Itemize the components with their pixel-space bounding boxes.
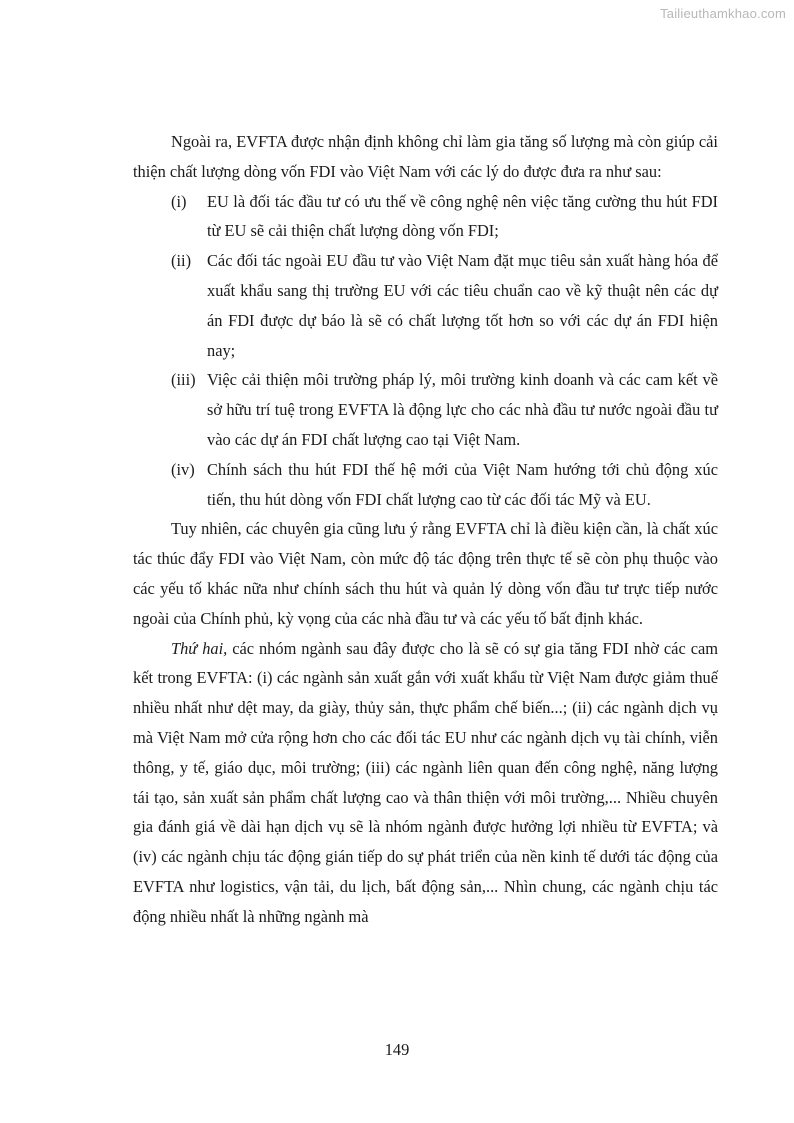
list-item-text: EU là đối tác đầu tư có ưu thế về công nghệ nên việc tăng cường thu hút FDI từ EU sẽ cải thiện chất lượng dòng vốn FDI; xyxy=(207,191,718,241)
list-item-text: Việc cải thiện môi trường pháp lý, môi trường kinh doanh và các cam kết về sở hữu trí tuệ trong EVFTA là động lực cho các nhà đầu tư nước ngoài đầu tư vào các dự án FDI chất lượng cao tại Việt Nam. xyxy=(207,370,718,449)
list-marker: (i) xyxy=(171,191,187,211)
list-item xyxy=(133,365,718,454)
list-item xyxy=(133,455,718,515)
paragraph-lead-italic: Thứ hai, xyxy=(171,638,228,658)
list-marker: (iii) xyxy=(171,370,196,390)
paragraph-caveat: Tuy nhiên, các chuyên gia cũng lưu ý rằng EVFTA chỉ là điều kiện cần, là chất xúc tác thúc đẩy FDI vào Việt Nam, còn mức độ tác động trên thực tế sẽ còn phụ thuộc vào các yếu tố khác nữa như chính sách thu hút và quản lý dòng vốn đầu tư trực tiếp nước ngoài của Chính phủ, kỳ vọng của các nhà đầu tư và các yếu tố bất định khác. xyxy=(133,519,718,628)
list-item xyxy=(133,187,718,247)
reasons-list xyxy=(133,187,718,515)
paragraph-intro: Ngoài ra, EVFTA được nhận định không chỉ làm gia tăng số lượng mà còn giúp cải thiện chất lượng dòng vốn FDI vào Việt Nam với các lý do được đưa ra như sau: xyxy=(133,132,718,181)
list-item-text: Các đối tác ngoài EU đầu tư vào Việt Nam đặt mục tiêu sản xuất hàng hóa để xuất khẩu sang thị trường EU với các tiêu chuẩn cao về kỹ thuật nên các dự án FDI được dự báo là sẽ có chất lượng tốt hơn so với các dự án FDI hiện nay; xyxy=(207,251,718,360)
list-item xyxy=(133,246,718,365)
paragraph-sectors xyxy=(133,634,718,932)
list-marker: (ii) xyxy=(171,251,192,271)
document-body xyxy=(133,127,718,932)
watermark-text: Tailieuthamkhao.com xyxy=(660,6,786,21)
list-item-text: Chính sách thu hút FDI thế hệ mới của Việt Nam hướng tới chủ động xúc tiến, thu hút dòng vốn FDI chất lượng cao từ các đối tác Mỹ và EU. xyxy=(207,459,718,509)
paragraph-sectors-body: các nhóm ngành sau đây được cho là sẽ có sự gia tăng FDI nhờ các cam kết trong EVFTA: (i) các ngành sản xuất gắn với xuất khẩu từ Việt Nam được giảm thuế nhiều nhất như dệt may, da giày, thủy sản, thực phẩm chế biến...; (ii) các ngành dịch vụ mà Việt Nam mở cửa rộng hơn cho các đối tác EU như các ngành dịch vụ tài chính, viễn thông, y tế, giáo dục, môi trường; (iii) các ngành liên quan đến công nghệ, năng lượng tái tạo, sản xuất sản phẩm chất lượng cao và thân thiện với môi trường,... Nhiều chuyên gia đánh giá về dài hạn dịch vụ sẽ là nhóm ngành được hưởng lợi nhiều từ EVFTA; và (iv) các ngành chịu tác động gián tiếp do sự phát triển của nền kinh tế dưới tác động của EVFTA như logistics, vận tải, du lịch, bất động sản,... Nhìn chung, các ngành chịu tác động nhiều nhất là những ngành mà xyxy=(133,638,718,926)
page-number: 149 xyxy=(384,1040,410,1059)
list-marker: (iv) xyxy=(171,459,195,479)
